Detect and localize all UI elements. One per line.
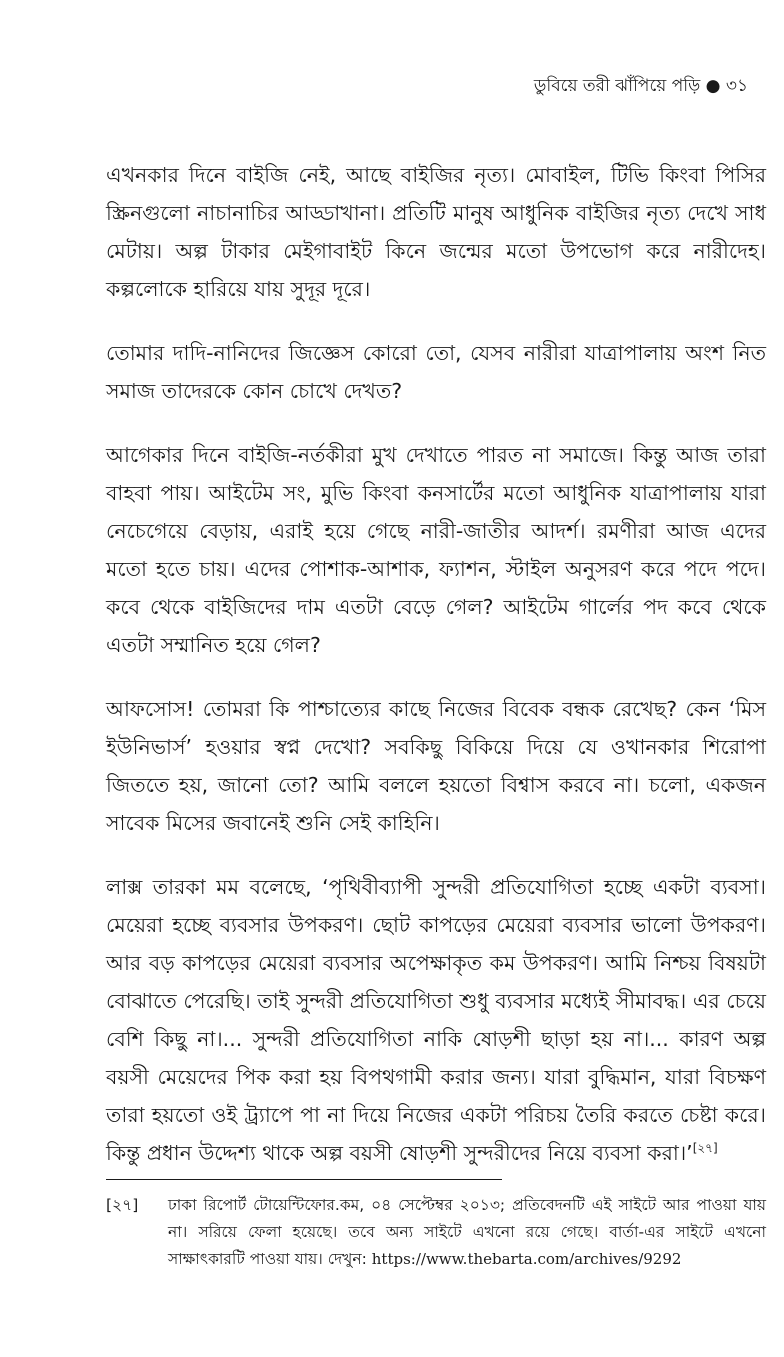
- paragraph-5: [106, 868, 766, 1172]
- footnote-divider: [106, 1179, 502, 1180]
- footnote-reference[interactable]: [২৭]: [692, 1141, 718, 1156]
- paragraph-1: এখনকার দিনে বাইজি নেই, আছে বাইজির নৃত্য। মোবাইল, টিভি কিংবা পিসির স্ক্রিনগুলো নাচানাচির আড্ডাখানা। প্রতিটি মানুষ আধুনিক বাইজির নৃত্য দেখে সাধ মেটায়। অল্প টাকার মেইগাবাইট কিনে জন্মের মতো উপভোগ করে নারীদেহ। কল্পলোকে হারিয়ে যায় সুদূর দূরে।: [106, 163, 766, 301]
- running-header: ডুবিয়ে তরী ঝাঁপিয়ে পড়ি ● ৩১: [533, 76, 748, 96]
- paragraph-2: তোমার দাদি-নানিদের জিজ্ঞেস কোরো তো, যেসব নারীরা যাত্রাপালায় অংশ নিত সমাজ তাদেরকে কোন চোখে দেখত?: [106, 341, 766, 403]
- footnote-text: ঢাকা রিপোর্ট টোয়েন্টিফোর.কম, ০৪ সেপ্টেম্বর ২০১৩; প্রতিবেদনটি এই সাইটে আর পাওয়া যায় না। সরিয়ে ফেলা হয়েছে। তবে অন্য সাইটে এখনো রয়ে গেছে। বার্তা-এর সাইটে এখনো সাক্ষাৎকারটি পাওয়া যায়। দেখুন:: [168, 1196, 766, 1268]
- footnote: [106, 1192, 766, 1273]
- main-text: [106, 156, 766, 1198]
- paragraph-5-text: লাক্স তারকা মম বলেছে, ‘পৃথিবীব্যাপী সুন্দরী প্রতিযোগিতা হচ্ছে একটা ব্যবসা। মেয়েরা হচ্ছে ব্যবসার উপকরণ। ছোট কাপড়ের মেয়েরা ব্যবসার ভালো উপকরণ। আর বড় কাপড়ের মেয়েরা ব্যবসার অপেক্ষাকৃত কম উপকরণ। আমি নিশ্চয় বিষয়টা বোঝাতে পেরেছি। তাই সুন্দরী প্রতিযোগিতা শুধু ব্যবসার মধ্যেই সীমাবদ্ধ। এর চেয়ে বেশি কিছু না।... সুন্দরী প্রতিযোগিতা নাকি ষোড়শী ছাড়া হয় না।... কারণ অল্প বয়সী মেয়েদের পিক করা হয় বিপথগামী করার জন্য। যারা বুদ্ধিমান, যারা বিচক্ষণ তারা হয়তো ওই ট্র্যাপে পা না দিয়ে নিজের একটা পরিচয় তৈরি করতে চেষ্টা করে। কিন্তু প্রধান উদ্দেশ্য থাকে অল্প বয়সী ষোড়শী সুন্দরীদের নিয়ে ব্যবসা করা।’: [106, 875, 766, 1165]
- footnote-body: [168, 1192, 766, 1273]
- paragraph-4: আফসোস! তোমরা কি পাশ্চাত্যের কাছে নিজের বিবেক বন্ধক রেখেছ? কেন ‘মিস ইউনিভার্স’ হওয়ার স্বপ্ন দেখো? সবকিছু বিকিয়ে দিয়ে যে ওখানকার শিরোপা জিততে হয়, জানো তো? আমি বললে হয়তো বিশ্বাস করবে না। চলো, একজন সাবেক মিসের জবানেই শুনি সেই কাহিনি।: [106, 697, 766, 835]
- footnote-marker: [২৭]: [106, 1196, 139, 1214]
- paragraph-3: আগেকার দিনে বাইজি-নর্তকীরা মুখ দেখাতে পারত না সমাজে। কিন্তু আজ তারা বাহবা পায়। আইটেম সং, মুভি কিংবা কনসার্টের মতো আধুনিক যাত্রাপালায় যারা নেচেগেয়ে বেড়ায়, এরাই হয়ে গেছে নারী-জাতীর আদর্শ। রমণীরা আজ এদের মতো হতে চায়। এদের পোশাক-আশাক, ফ্যাশন, স্টাইল অনুসরণ করে পদে পদে। কবে থেকে বাইজিদের দাম এতটা বেড়ে গেল? আইটেম গার্লের পদ কবে থেকে এতটা সম্মানিত হয়ে গেল?: [106, 443, 766, 657]
- footnote-url[interactable]: https://www.thebarta.com/archives/9292: [371, 1250, 682, 1268]
